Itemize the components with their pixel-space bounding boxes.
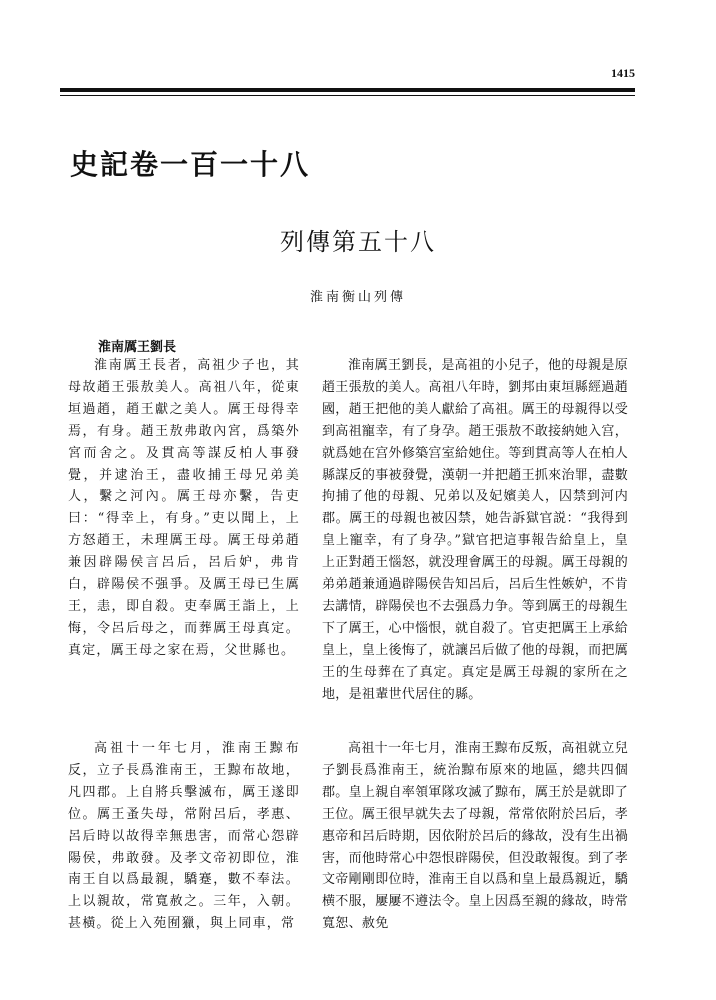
classical-paragraph-1: 淮南厲王長者，高祖少子也，其母故趙王張敖美人。高祖八年，從東垣過趙，趙王獻之美人。厲王母得幸焉，有身。趙王敖弗敢內宮，爲築外宮而舍之。及貫高等謀反柏人事發覺，并逮治王，盡收捕王母兄弟美人，繫之河內。厲王母亦繫，告吏曰：“得幸上，有身。”吏以聞上，上方怒趙王，未理厲王母。厲王母弟趙兼因辟陽侯言呂后，呂后妒，弗肯白，辟陽侯不强爭。及厲王母已生厲王，恚，即自殺。吏奉厲王詣上，上悔，令呂后母之，而葬厲王母真定。真定，厲王母之家在焉，父世縣也。 (68, 358, 300, 658)
section-heading: 淮南厲王劉長 (98, 340, 177, 355)
header-rule (60, 88, 635, 96)
translation-paragraph-2: 高祖十一年七月，淮南王黥布反叛，高祖就立兒子劉長爲淮南王，統治黥布原來的地區，總共四個郡。皇上親自率領軍隊攻滅了黥布，厲王於是就即了王位。厲王很早就失去了母親，常常依附於呂后，孝惠帝和呂后時期，因依附於呂后的緣故，没有生出禍害，而他時常心中怨恨辟陽侯，但没敢報復。到了孝文帝剛剛即位時，淮南王自以爲和皇上最爲親近，驕横不服，屢屢不遵法令。皇上因爲至親的緣故，時常寬恕、赦免 (322, 741, 628, 932)
classical-paragraph-2: 高祖十一年七月，淮南王黥布反，立子長爲淮南王，王黥布故地，凡四郡。上自將兵擊滅布，厲王遂即位。厲王蚤失母，常附呂后，孝惠、呂后時以故得幸無患害，而常心怨辟陽侯，弗敢發。及孝文帝初即位，淮南王自以爲最親，驕蹇，數不奉法。上以親故，常寬赦之。三年，入朝。甚橫。從上入苑囿獵，與上同車，常 (68, 741, 300, 932)
book-title: 史記卷一百一十八 (70, 148, 311, 181)
translation-paragraph-1: 淮南厲王劉長，是高祖的小兒子，他的母親是原趙王張敖的美人。高祖八年時，劉邦由東垣縣經過趙國，趙王把他的美人獻給了高祖。厲王的母親得以受到高祖寵幸，有了身孕。趙王張敖不敢接納她入宫，就爲她在宫外修築宫室給她住。等到貫高等人在柏人縣謀反的事被發覺，漢朝一并把趙王抓來治罪，盡數拘捕了他的母親、兄弟以及妃嬪美人，囚禁到河内郡。厲王的母親也被囚禁，她告訴獄官説：“我得到皇上寵幸，有了身孕。”獄官把這事報告給皇上，皇上正對趙王惱怒，就没理會厲王的母親。厲王母親的弟弟趙兼通過辟陽侯告知呂后，呂后生性嫉妒，不肯去講情，辟陽侯也不去强爲力争。等到厲王的母親生下了厲王，心中惱恨，就自殺了。官吏把厲王上承給皇上，皇上後悔了，就讓呂后做了他的母親，而把厲王的生母葬在了真定。真定是厲王母親的家所在之地，是祖輩世代居住的縣。 (322, 358, 628, 702)
chapter-title: 列傳第五十八 (280, 228, 436, 256)
page-number: 1415 (611, 66, 635, 80)
chapter-subtitle: 淮南衡山列傳 (309, 290, 406, 305)
